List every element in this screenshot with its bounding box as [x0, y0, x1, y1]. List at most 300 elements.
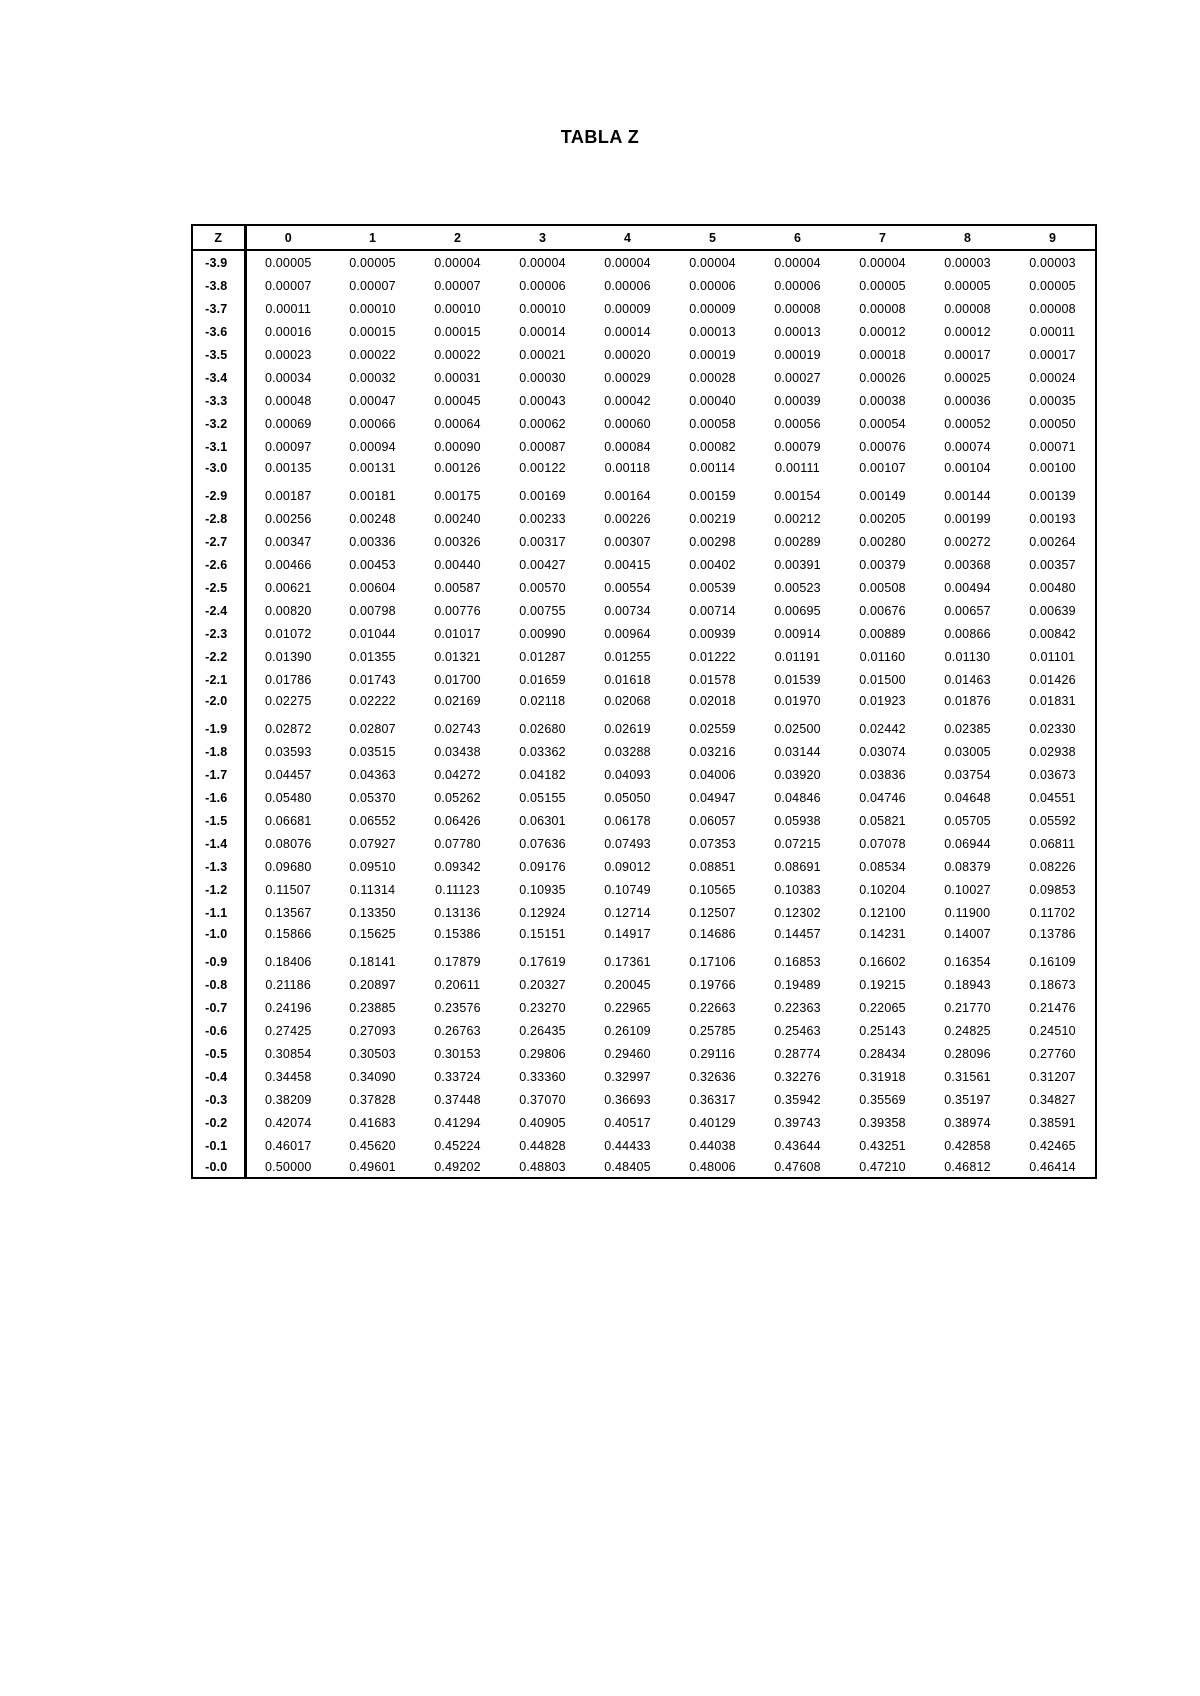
probability-cell: 0.00026: [859, 370, 906, 385]
probability-cell: 0.02807: [349, 721, 396, 736]
probability-cell: 0.40905: [519, 1115, 566, 1130]
probability-cell: 0.00248: [349, 511, 396, 526]
probability-cell: 0.00391: [774, 557, 821, 572]
probability-cell: 0.41294: [434, 1115, 481, 1130]
probability-cell: 0.00135: [264, 461, 312, 475]
probability-cell: 0.08851: [689, 859, 736, 874]
column-header: 9: [1010, 226, 1095, 250]
z-value-cell: -0.0: [193, 1157, 245, 1177]
probability-cell: 0.01355: [349, 649, 396, 664]
probability-cell: 0.19489: [774, 977, 821, 992]
probability-cell: 0.06057: [689, 813, 736, 828]
probability-cell: 0.00714: [689, 603, 736, 618]
probability-cell: 0.00114: [689, 461, 736, 475]
z-value-cell: -2.2: [193, 645, 245, 668]
probability-cell: 0.10204: [859, 882, 906, 897]
probability-cell: 0.00071: [1029, 439, 1076, 454]
probability-cell: 0.02169: [434, 694, 481, 708]
probability-cell: 0.00118: [604, 461, 651, 475]
probability-cell: 0.00030: [519, 370, 566, 385]
table-row: [193, 832, 1095, 855]
z-value-cell: -2.8: [193, 507, 245, 530]
probability-cell: 0.45620: [349, 1138, 396, 1153]
probability-cell: 0.00084: [604, 439, 651, 454]
probability-cell: 0.08076: [264, 836, 312, 851]
table-row: [193, 711, 1095, 740]
probability-cell: 0.44433: [604, 1138, 651, 1153]
probability-cell: 0.00008: [944, 301, 991, 316]
probability-cell: 0.11507: [265, 882, 312, 897]
probability-cell: 0.09680: [264, 859, 312, 874]
table-row: [193, 996, 1095, 1019]
probability-cell: 0.14457: [774, 927, 821, 941]
probability-cell: 0.39358: [859, 1115, 906, 1130]
column-header: 6: [755, 226, 840, 250]
table-row: [193, 478, 1095, 507]
probability-cell: 0.00621: [264, 580, 312, 595]
probability-cell: 0.00006: [604, 278, 651, 293]
probability-cell: 0.42465: [1029, 1138, 1076, 1153]
probability-cell: 0.04846: [774, 790, 821, 805]
probability-cell: 0.02872: [264, 721, 312, 736]
probability-cell: 0.19215: [859, 977, 906, 992]
table-row: [193, 924, 1095, 944]
z-value-cell: -3.3: [193, 389, 245, 412]
probability-cell: 0.08691: [774, 859, 821, 874]
probability-cell: 0.10565: [689, 882, 736, 897]
probability-cell: 0.00006: [689, 278, 736, 293]
probability-cell: 0.02500: [774, 721, 821, 736]
probability-cell: 0.02385: [944, 721, 991, 736]
probability-cell: 0.01255: [604, 649, 651, 664]
probability-cell: 0.06944: [944, 836, 991, 851]
z-value-cell: -1.7: [193, 763, 245, 786]
probability-cell: 0.00169: [519, 488, 566, 503]
column-header: 3: [500, 226, 585, 250]
probability-cell: 0.26435: [519, 1023, 566, 1038]
probability-cell: 0.26763: [434, 1023, 481, 1038]
probability-cell: 0.00016: [264, 324, 312, 339]
probability-cell: 0.00508: [859, 580, 906, 595]
probability-cell: 0.00048: [264, 393, 312, 408]
probability-cell: 0.00032: [349, 370, 396, 385]
probability-cell: 0.00939: [689, 626, 736, 641]
probability-cell: 0.00064: [434, 416, 481, 431]
z-value-cell: -1.9: [193, 711, 245, 740]
probability-cell: 0.00219: [689, 511, 736, 526]
probability-cell: 0.00379: [859, 557, 906, 572]
probability-cell: 0.00010: [349, 301, 396, 316]
probability-cell: 0.28774: [774, 1046, 821, 1061]
probability-cell: 0.35942: [774, 1092, 821, 1107]
probability-cell: 0.36693: [604, 1092, 651, 1107]
probability-cell: 0.00014: [519, 324, 566, 339]
probability-cell: 0.06552: [349, 813, 396, 828]
probability-cell: 0.38209: [264, 1092, 312, 1107]
probability-cell: 0.03920: [774, 767, 821, 782]
probability-cell: 0.00776: [434, 603, 481, 618]
z-column-header: Z: [193, 226, 245, 250]
probability-cell: 0.23270: [519, 1000, 566, 1015]
probability-cell: 0.46017: [264, 1138, 312, 1153]
probability-cell: 0.04947: [689, 790, 736, 805]
z-value-cell: -2.9: [193, 478, 245, 507]
probability-cell: 0.01578: [689, 672, 736, 687]
probability-cell: 0.00820: [264, 603, 312, 618]
probability-cell: 0.15866: [264, 927, 312, 941]
probability-cell: 0.00570: [519, 580, 566, 595]
z-table-grid: [193, 226, 1095, 1177]
probability-cell: 0.00005: [859, 278, 906, 293]
probability-cell: 0.00336: [349, 534, 396, 549]
z-value-cell: -3.7: [193, 297, 245, 320]
probability-cell: 0.07636: [519, 836, 566, 851]
z-value-cell: -2.3: [193, 622, 245, 645]
z-value-cell: -2.5: [193, 576, 245, 599]
table-row: [193, 973, 1095, 996]
table-row: [193, 763, 1095, 786]
probability-cell: 0.16602: [859, 954, 906, 969]
probability-cell: 0.03836: [859, 767, 906, 782]
column-header: 1: [330, 226, 415, 250]
probability-cell: 0.23576: [434, 1000, 481, 1015]
probability-cell: 0.07493: [604, 836, 651, 851]
probability-cell: 0.00007: [264, 278, 312, 293]
probability-cell: 0.14231: [859, 927, 906, 941]
probability-cell: 0.02680: [519, 721, 566, 736]
probability-cell: 0.00015: [434, 324, 481, 339]
probability-cell: 0.02442: [859, 721, 906, 736]
probability-cell: 0.00027: [774, 370, 821, 385]
probability-cell: 0.00066: [349, 416, 396, 431]
z-value-cell: -2.6: [193, 553, 245, 576]
probability-cell: 0.07078: [859, 836, 906, 851]
probability-cell: 0.00024: [1029, 370, 1076, 385]
probability-cell: 0.00357: [1029, 557, 1076, 572]
probability-cell: 0.38974: [944, 1115, 991, 1130]
probability-cell: 0.04746: [859, 790, 906, 805]
table-row: [193, 250, 1095, 274]
table-header-row: [193, 226, 1095, 250]
probability-cell: 0.42858: [944, 1138, 991, 1153]
probability-cell: 0.03362: [519, 744, 566, 759]
probability-cell: 0.02222: [349, 694, 396, 708]
probability-cell: 0.17879: [434, 954, 481, 969]
probability-cell: 0.00181: [349, 488, 396, 503]
table-body: [193, 250, 1095, 1177]
probability-cell: 0.04272: [434, 767, 481, 782]
table-row: [193, 691, 1095, 711]
probability-cell: 0.00494: [944, 580, 991, 595]
probability-cell: 0.37828: [349, 1092, 396, 1107]
probability-cell: 0.00368: [944, 557, 991, 572]
column-header: 7: [840, 226, 925, 250]
probability-cell: 0.12302: [774, 905, 821, 920]
probability-cell: 0.31918: [859, 1069, 906, 1084]
probability-cell: 0.00005: [349, 255, 396, 270]
probability-cell: 0.00298: [689, 534, 736, 549]
probability-cell: 0.06811: [1029, 836, 1076, 851]
probability-cell: 0.01160: [859, 649, 906, 664]
probability-cell: 0.29460: [604, 1046, 651, 1061]
probability-cell: 0.10383: [774, 882, 821, 897]
probability-cell: 0.24196: [264, 1000, 312, 1015]
probability-cell: 0.00006: [774, 278, 821, 293]
probability-cell: 0.02619: [604, 721, 651, 736]
probability-cell: 0.00010: [519, 301, 566, 316]
table-row: [193, 1111, 1095, 1134]
probability-cell: 0.15386: [434, 927, 481, 941]
probability-cell: 0.14686: [689, 927, 736, 941]
probability-cell: 0.06301: [519, 813, 566, 828]
z-value-cell: -1.0: [193, 924, 245, 944]
probability-cell: 0.30153: [434, 1046, 481, 1061]
probability-cell: 0.00045: [434, 393, 481, 408]
probability-cell: 0.01390: [264, 649, 312, 664]
probability-cell: 0.09510: [349, 859, 396, 874]
probability-cell: 0.00014: [604, 324, 651, 339]
probability-cell: 0.01831: [1029, 694, 1076, 708]
probability-cell: 0.00347: [264, 534, 312, 549]
probability-cell: 0.00017: [1029, 347, 1076, 362]
probability-cell: 0.03438: [434, 744, 481, 759]
probability-cell: 0.12100: [859, 905, 906, 920]
probability-cell: 0.00029: [604, 370, 651, 385]
z-value-cell: -0.3: [193, 1088, 245, 1111]
table-row: [193, 1042, 1095, 1065]
probability-cell: 0.00010: [434, 301, 481, 316]
probability-cell: 0.32276: [774, 1069, 821, 1084]
z-value-cell: -3.8: [193, 274, 245, 297]
probability-cell: 0.01618: [604, 672, 651, 687]
probability-cell: 0.00005: [944, 278, 991, 293]
probability-cell: 0.00004: [434, 255, 481, 270]
z-value-cell: -1.5: [193, 809, 245, 832]
probability-cell: 0.10749: [604, 882, 651, 897]
z-value-cell: -0.2: [193, 1111, 245, 1134]
probability-cell: 0.00264: [1029, 534, 1076, 549]
probability-cell: 0.00097: [264, 439, 312, 454]
probability-cell: 0.00011: [265, 301, 312, 316]
probability-cell: 0.18406: [264, 954, 312, 969]
probability-cell: 0.00326: [434, 534, 481, 549]
z-value-cell: -0.4: [193, 1065, 245, 1088]
z-value-cell: -3.1: [193, 435, 245, 458]
probability-cell: 0.00012: [944, 324, 991, 339]
probability-cell: 0.01463: [944, 672, 991, 687]
probability-cell: 0.03288: [604, 744, 651, 759]
z-value-cell: -1.1: [193, 901, 245, 924]
probability-cell: 0.22965: [604, 1000, 651, 1015]
probability-cell: 0.40129: [689, 1115, 736, 1130]
probability-cell: 0.01876: [944, 694, 991, 708]
probability-cell: 0.05592: [1029, 813, 1076, 828]
probability-cell: 0.00889: [859, 626, 906, 641]
probability-cell: 0.00100: [1029, 461, 1076, 475]
probability-cell: 0.09176: [519, 859, 566, 874]
probability-cell: 0.10027: [944, 882, 991, 897]
probability-cell: 0.00144: [944, 488, 991, 503]
probability-cell: 0.36317: [689, 1092, 736, 1107]
probability-cell: 0.33360: [519, 1069, 566, 1084]
probability-cell: 0.01426: [1029, 672, 1076, 687]
probability-cell: 0.20611: [434, 977, 481, 992]
probability-cell: 0.12714: [604, 905, 651, 920]
probability-cell: 0.00240: [434, 511, 481, 526]
probability-cell: 0.00539: [689, 580, 736, 595]
z-value-cell: -3.2: [193, 412, 245, 435]
probability-cell: 0.29116: [689, 1046, 736, 1061]
probability-cell: 0.00523: [774, 580, 821, 595]
probability-cell: 0.00149: [859, 488, 906, 503]
z-value-cell: -3.6: [193, 320, 245, 343]
table-row: [193, 507, 1095, 530]
probability-cell: 0.00005: [264, 255, 312, 270]
page-title: TABLA Z: [560, 127, 640, 147]
probability-cell: 0.04093: [604, 767, 651, 782]
probability-cell: 0.02018: [689, 694, 736, 708]
table-row: [193, 343, 1095, 366]
probability-cell: 0.48006: [689, 1160, 736, 1174]
probability-cell: 0.44828: [519, 1138, 566, 1153]
probability-cell: 0.08226: [1029, 859, 1076, 874]
column-header: 5: [670, 226, 755, 250]
probability-cell: 0.00004: [689, 255, 736, 270]
probability-cell: 0.08534: [859, 859, 906, 874]
probability-cell: 0.13786: [1029, 927, 1076, 941]
column-header: 8: [925, 226, 1010, 250]
probability-cell: 0.20045: [604, 977, 651, 992]
probability-cell: 0.00440: [434, 557, 481, 572]
probability-cell: 0.17619: [519, 954, 566, 969]
probability-cell: 0.00734: [604, 603, 651, 618]
probability-cell: 0.06426: [434, 813, 481, 828]
probability-cell: 0.00074: [944, 439, 991, 454]
z-value-cell: -1.6: [193, 786, 245, 809]
probability-cell: 0.00090: [434, 439, 481, 454]
probability-cell: 0.00256: [264, 511, 312, 526]
z-value-cell: -3.5: [193, 343, 245, 366]
z-value-cell: -0.7: [193, 996, 245, 1019]
probability-cell: 0.01700: [434, 672, 481, 687]
probability-cell: 0.28096: [944, 1046, 991, 1061]
probability-cell: 0.06178: [604, 813, 651, 828]
probability-cell: 0.00018: [859, 347, 906, 362]
probability-cell: 0.00008: [774, 301, 821, 316]
probability-cell: 0.05050: [604, 790, 651, 805]
probability-cell: 0.01321: [434, 649, 481, 664]
column-header: 4: [585, 226, 670, 250]
probability-cell: 0.03673: [1029, 767, 1076, 782]
probability-cell: 0.00639: [1029, 603, 1076, 618]
probability-cell: 0.04182: [519, 767, 566, 782]
probability-cell: 0.00199: [944, 511, 991, 526]
probability-cell: 0.00028: [689, 370, 736, 385]
table-row: [193, 786, 1095, 809]
z-value-cell: -3.0: [193, 458, 245, 478]
probability-cell: 0.00122: [519, 461, 566, 475]
probability-cell: 0.00193: [1029, 511, 1076, 526]
probability-cell: 0.08379: [944, 859, 991, 874]
probability-cell: 0.00060: [604, 416, 651, 431]
z-value-cell: -1.8: [193, 740, 245, 763]
z-value-cell: -0.5: [193, 1042, 245, 1065]
probability-cell: 0.34090: [349, 1069, 396, 1084]
probability-cell: 0.39743: [774, 1115, 821, 1130]
probability-cell: 0.28434: [859, 1046, 906, 1061]
probability-cell: 0.48405: [604, 1160, 651, 1174]
probability-cell: 0.00013: [774, 324, 821, 339]
table-row: [193, 1134, 1095, 1157]
probability-cell: 0.00052: [944, 416, 991, 431]
z-value-cell: -2.4: [193, 599, 245, 622]
probability-cell: 0.00126: [434, 461, 481, 475]
probability-cell: 0.03754: [944, 767, 991, 782]
probability-cell: 0.15625: [349, 927, 396, 941]
probability-cell: 0.13136: [434, 905, 481, 920]
probability-cell: 0.00272: [944, 534, 991, 549]
probability-cell: 0.05262: [434, 790, 481, 805]
probability-cell: 0.11314: [349, 882, 396, 897]
probability-cell: 0.14917: [604, 927, 651, 941]
probability-cell: 0.00034: [264, 370, 312, 385]
table-row: [193, 297, 1095, 320]
probability-cell: 0.25785: [689, 1023, 736, 1038]
table-row: [193, 1019, 1095, 1042]
probability-cell: 0.00031: [434, 370, 481, 385]
probability-cell: 0.14007: [944, 927, 991, 941]
probability-cell: 0.00087: [519, 439, 566, 454]
probability-cell: 0.04006: [689, 767, 736, 782]
probability-cell: 0.00427: [519, 557, 566, 572]
probability-cell: 0.27093: [349, 1023, 396, 1038]
probability-cell: 0.00842: [1029, 626, 1076, 641]
probability-cell: 0.22363: [774, 1000, 821, 1015]
probability-cell: 0.09012: [604, 859, 651, 874]
probability-cell: 0.00990: [519, 626, 566, 641]
probability-cell: 0.07780: [434, 836, 481, 851]
probability-cell: 0.00004: [859, 255, 906, 270]
probability-cell: 0.00047: [349, 393, 396, 408]
table-row: [193, 668, 1095, 691]
probability-cell: 0.07353: [689, 836, 736, 851]
probability-cell: 0.00104: [944, 461, 991, 475]
probability-cell: 0.13567: [264, 905, 312, 920]
probability-cell: 0.01191: [774, 649, 821, 664]
table-row: [193, 809, 1095, 832]
probability-cell: 0.21476: [1029, 1000, 1076, 1015]
probability-cell: 0.01072: [264, 626, 312, 641]
probability-cell: 0.25463: [774, 1023, 821, 1038]
z-value-cell: -3.9: [193, 250, 245, 274]
probability-cell: 0.00964: [604, 626, 651, 641]
table-row: [193, 366, 1095, 389]
probability-cell: 0.00007: [349, 278, 396, 293]
probability-cell: 0.45224: [434, 1138, 481, 1153]
table-row: [193, 320, 1095, 343]
probability-cell: 0.00453: [349, 557, 396, 572]
probability-cell: 0.01970: [774, 694, 821, 708]
probability-cell: 0.05370: [349, 790, 396, 805]
probability-cell: 0.00023: [264, 347, 312, 362]
probability-cell: 0.37448: [434, 1092, 481, 1107]
z-value-cell: -0.1: [193, 1134, 245, 1157]
probability-cell: 0.23885: [349, 1000, 396, 1015]
probability-cell: 0.42074: [264, 1115, 312, 1130]
probability-cell: 0.35569: [859, 1092, 906, 1107]
probability-cell: 0.00317: [519, 534, 566, 549]
probability-cell: 0.09853: [1029, 882, 1076, 897]
